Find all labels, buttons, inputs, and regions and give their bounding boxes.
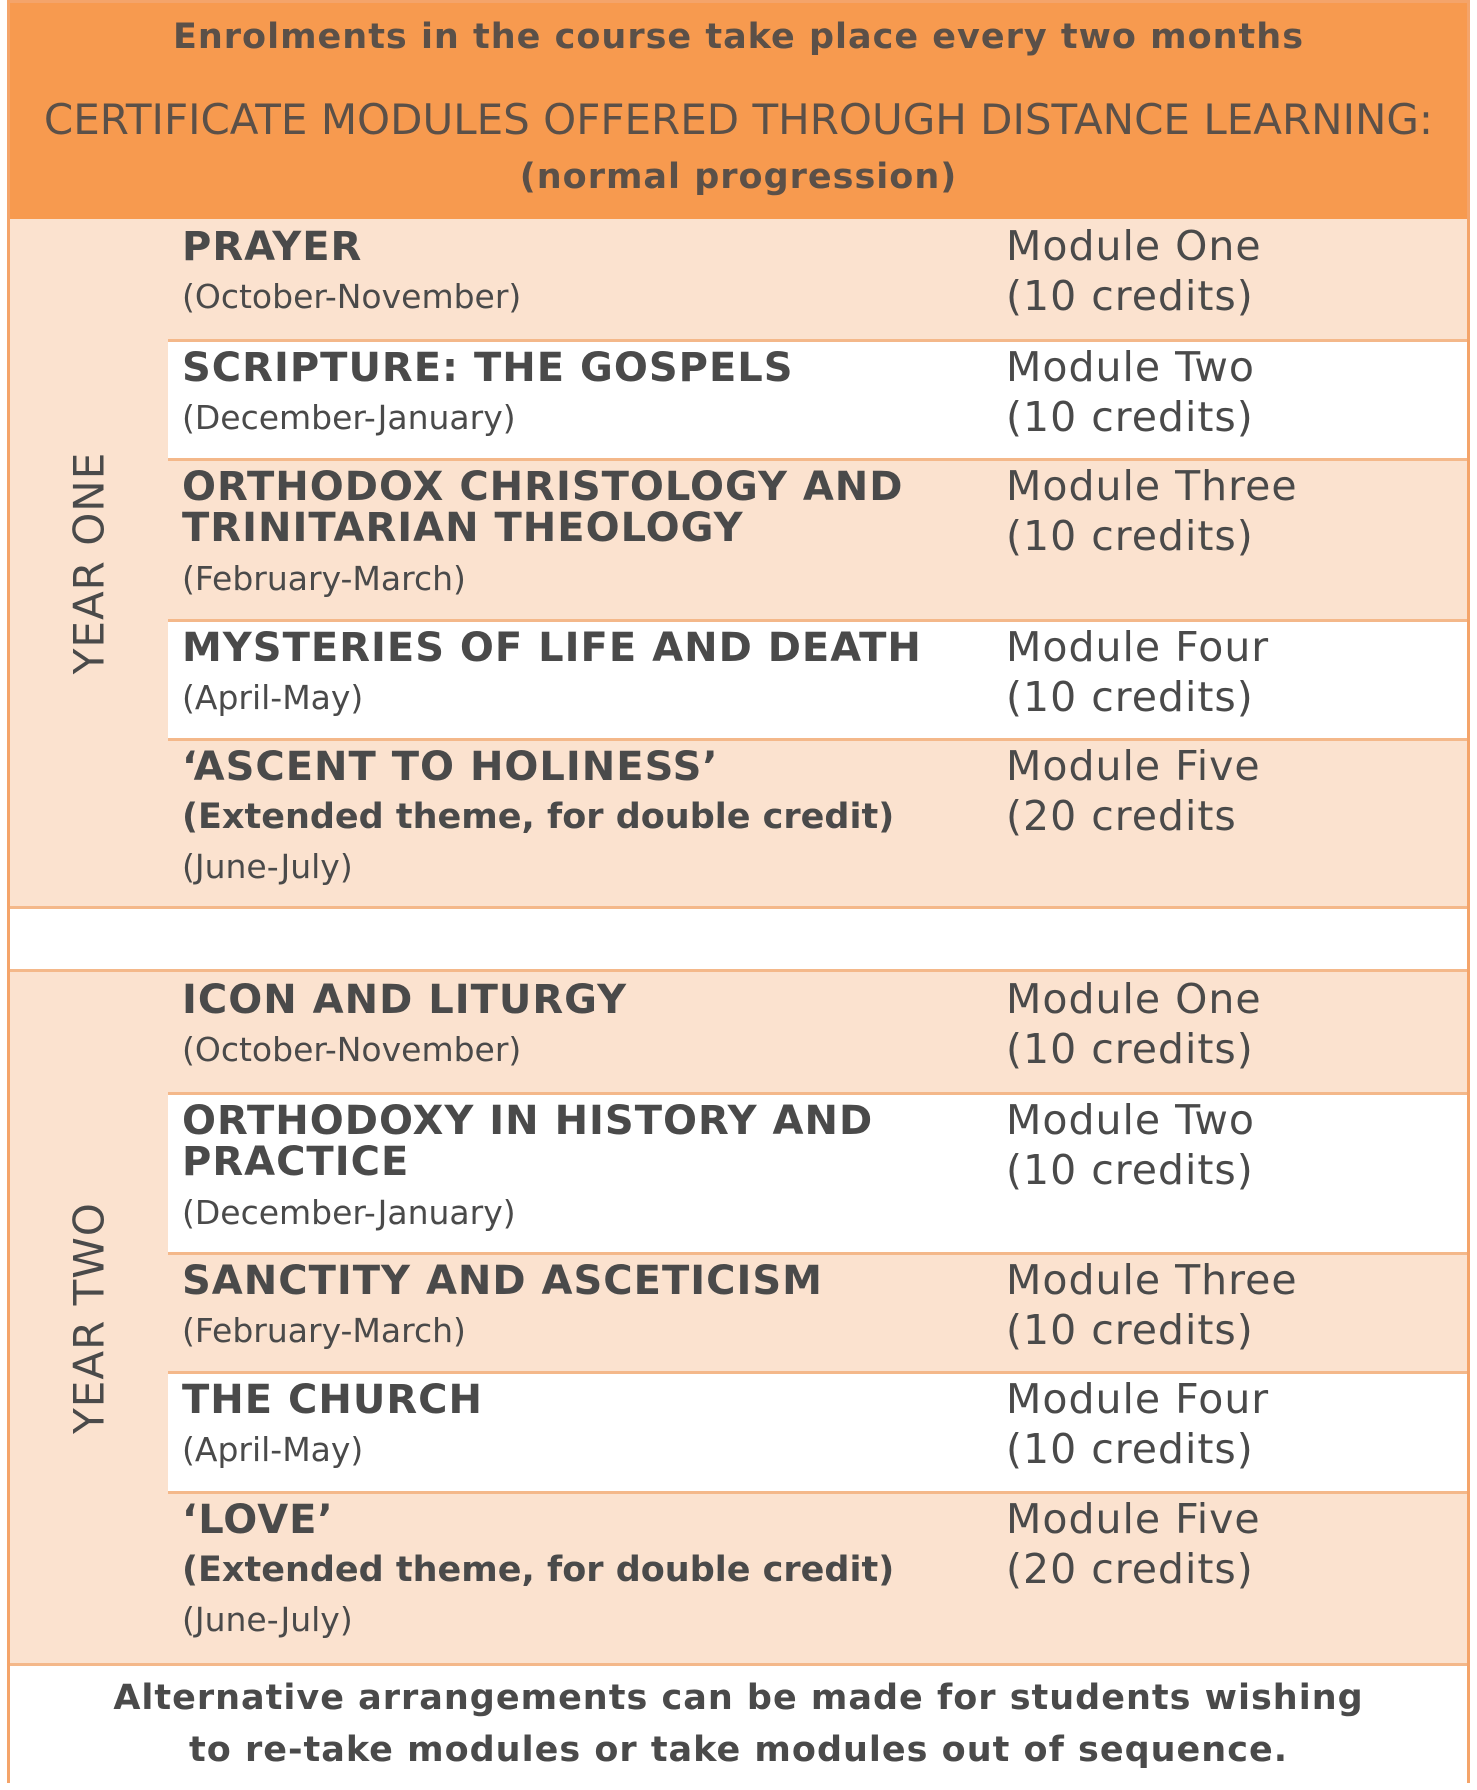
module-number: Module Four <box>1006 1375 1270 1423</box>
module-credits: (10 credits) <box>1006 673 1254 721</box>
year-label: YEAR TWO <box>64 1201 114 1434</box>
module-name: ORTHODOX CHRISTOLOGY AND TRINITARIAN THEOLOGY <box>182 464 904 551</box>
module-row <box>168 458 1467 619</box>
module-number: Module One <box>1006 975 1262 1023</box>
module-number: Module Two <box>1006 1096 1255 1144</box>
module-extended-note: (Extended theme, for double credit) <box>182 1550 895 1590</box>
module-number: Module Three <box>1006 1256 1298 1304</box>
module-name: THE CHURCH <box>182 1377 483 1423</box>
page-subtitle: (normal progression) <box>519 157 958 197</box>
module-dates: (April-May) <box>182 678 364 717</box>
module-number: Module Two <box>1006 343 1255 391</box>
module-number: Module Five <box>1006 1495 1261 1543</box>
year-one-label-cell <box>10 219 168 906</box>
module-number: Module Three <box>1006 462 1298 510</box>
modules-table <box>7 0 1470 1783</box>
footer-line-1: Alternative arrangements can be made for students wishing <box>113 1678 1364 1718</box>
module-name: ‘ASCENT TO HOLINESS’ <box>182 744 719 790</box>
enrolment-note: Enrolments in the course take place every two months <box>172 17 1305 57</box>
year-one-block <box>10 219 1467 906</box>
module-name: PRAYER <box>182 224 363 270</box>
module-name: ‘LOVE’ <box>182 1497 334 1543</box>
module-name: SANCTITY AND ASCETICISM <box>182 1258 823 1304</box>
page-title: CERTIFICATE MODULES OFFERED THROUGH DISTANCE LEARNING: <box>43 95 1434 144</box>
module-dates: (October-November) <box>182 277 522 316</box>
module-credits: (10 credits) <box>1006 393 1254 441</box>
module-extended-note: (Extended theme, for double credit) <box>182 797 895 837</box>
module-name: ICON AND LITURGY <box>182 977 628 1023</box>
year-two-block <box>10 972 1467 1663</box>
module-row <box>168 738 1467 906</box>
module-credits: (10 credits) <box>1006 1025 1254 1073</box>
module-credits: (10 credits) <box>1006 1146 1254 1194</box>
module-dates: (February-March) <box>182 1311 466 1350</box>
module-dates: (April-May) <box>182 1430 364 1469</box>
year-two-label-cell <box>10 972 168 1663</box>
module-row <box>168 1491 1467 1663</box>
module-number: Module One <box>1006 222 1262 270</box>
module-number: Module Four <box>1006 623 1270 671</box>
module-dates: (December-January) <box>182 398 516 437</box>
module-dates: (February-March) <box>182 559 466 598</box>
module-name: ORTHODOXY IN HISTORY AND PRACTICE <box>182 1098 874 1185</box>
module-number: Module Five <box>1006 742 1261 790</box>
module-row <box>168 1092 1467 1252</box>
module-credits: (10 credits) <box>1006 512 1254 560</box>
module-credits: (10 credits) <box>1006 1306 1254 1354</box>
table-header <box>10 3 1467 219</box>
module-row <box>168 972 1467 1092</box>
module-dates: (December-January) <box>182 1193 516 1232</box>
module-row <box>168 219 1467 339</box>
module-row <box>168 339 1467 458</box>
module-row <box>168 1371 1467 1491</box>
module-row <box>168 1252 1467 1371</box>
module-dates: (June-July) <box>182 847 353 886</box>
module-credits: (10 credits) <box>1006 1425 1254 1473</box>
module-credits: (20 credits) <box>1006 1545 1254 1593</box>
year-separator <box>10 906 1467 972</box>
module-credits: (10 credits) <box>1006 272 1254 320</box>
footer-line-2: to re-take modules or take modules out of sequence. <box>189 1730 1288 1770</box>
module-name: MYSTERIES OF LIFE AND DEATH <box>182 625 922 671</box>
module-dates: (October-November) <box>182 1030 522 1069</box>
module-row <box>168 619 1467 738</box>
year-label: YEAR ONE <box>64 451 114 674</box>
module-name: SCRIPTURE: THE GOSPELS <box>182 345 794 391</box>
module-credits: (20 credits <box>1006 792 1237 840</box>
footer-note <box>10 1663 1467 1783</box>
module-dates: (June-July) <box>182 1600 353 1639</box>
